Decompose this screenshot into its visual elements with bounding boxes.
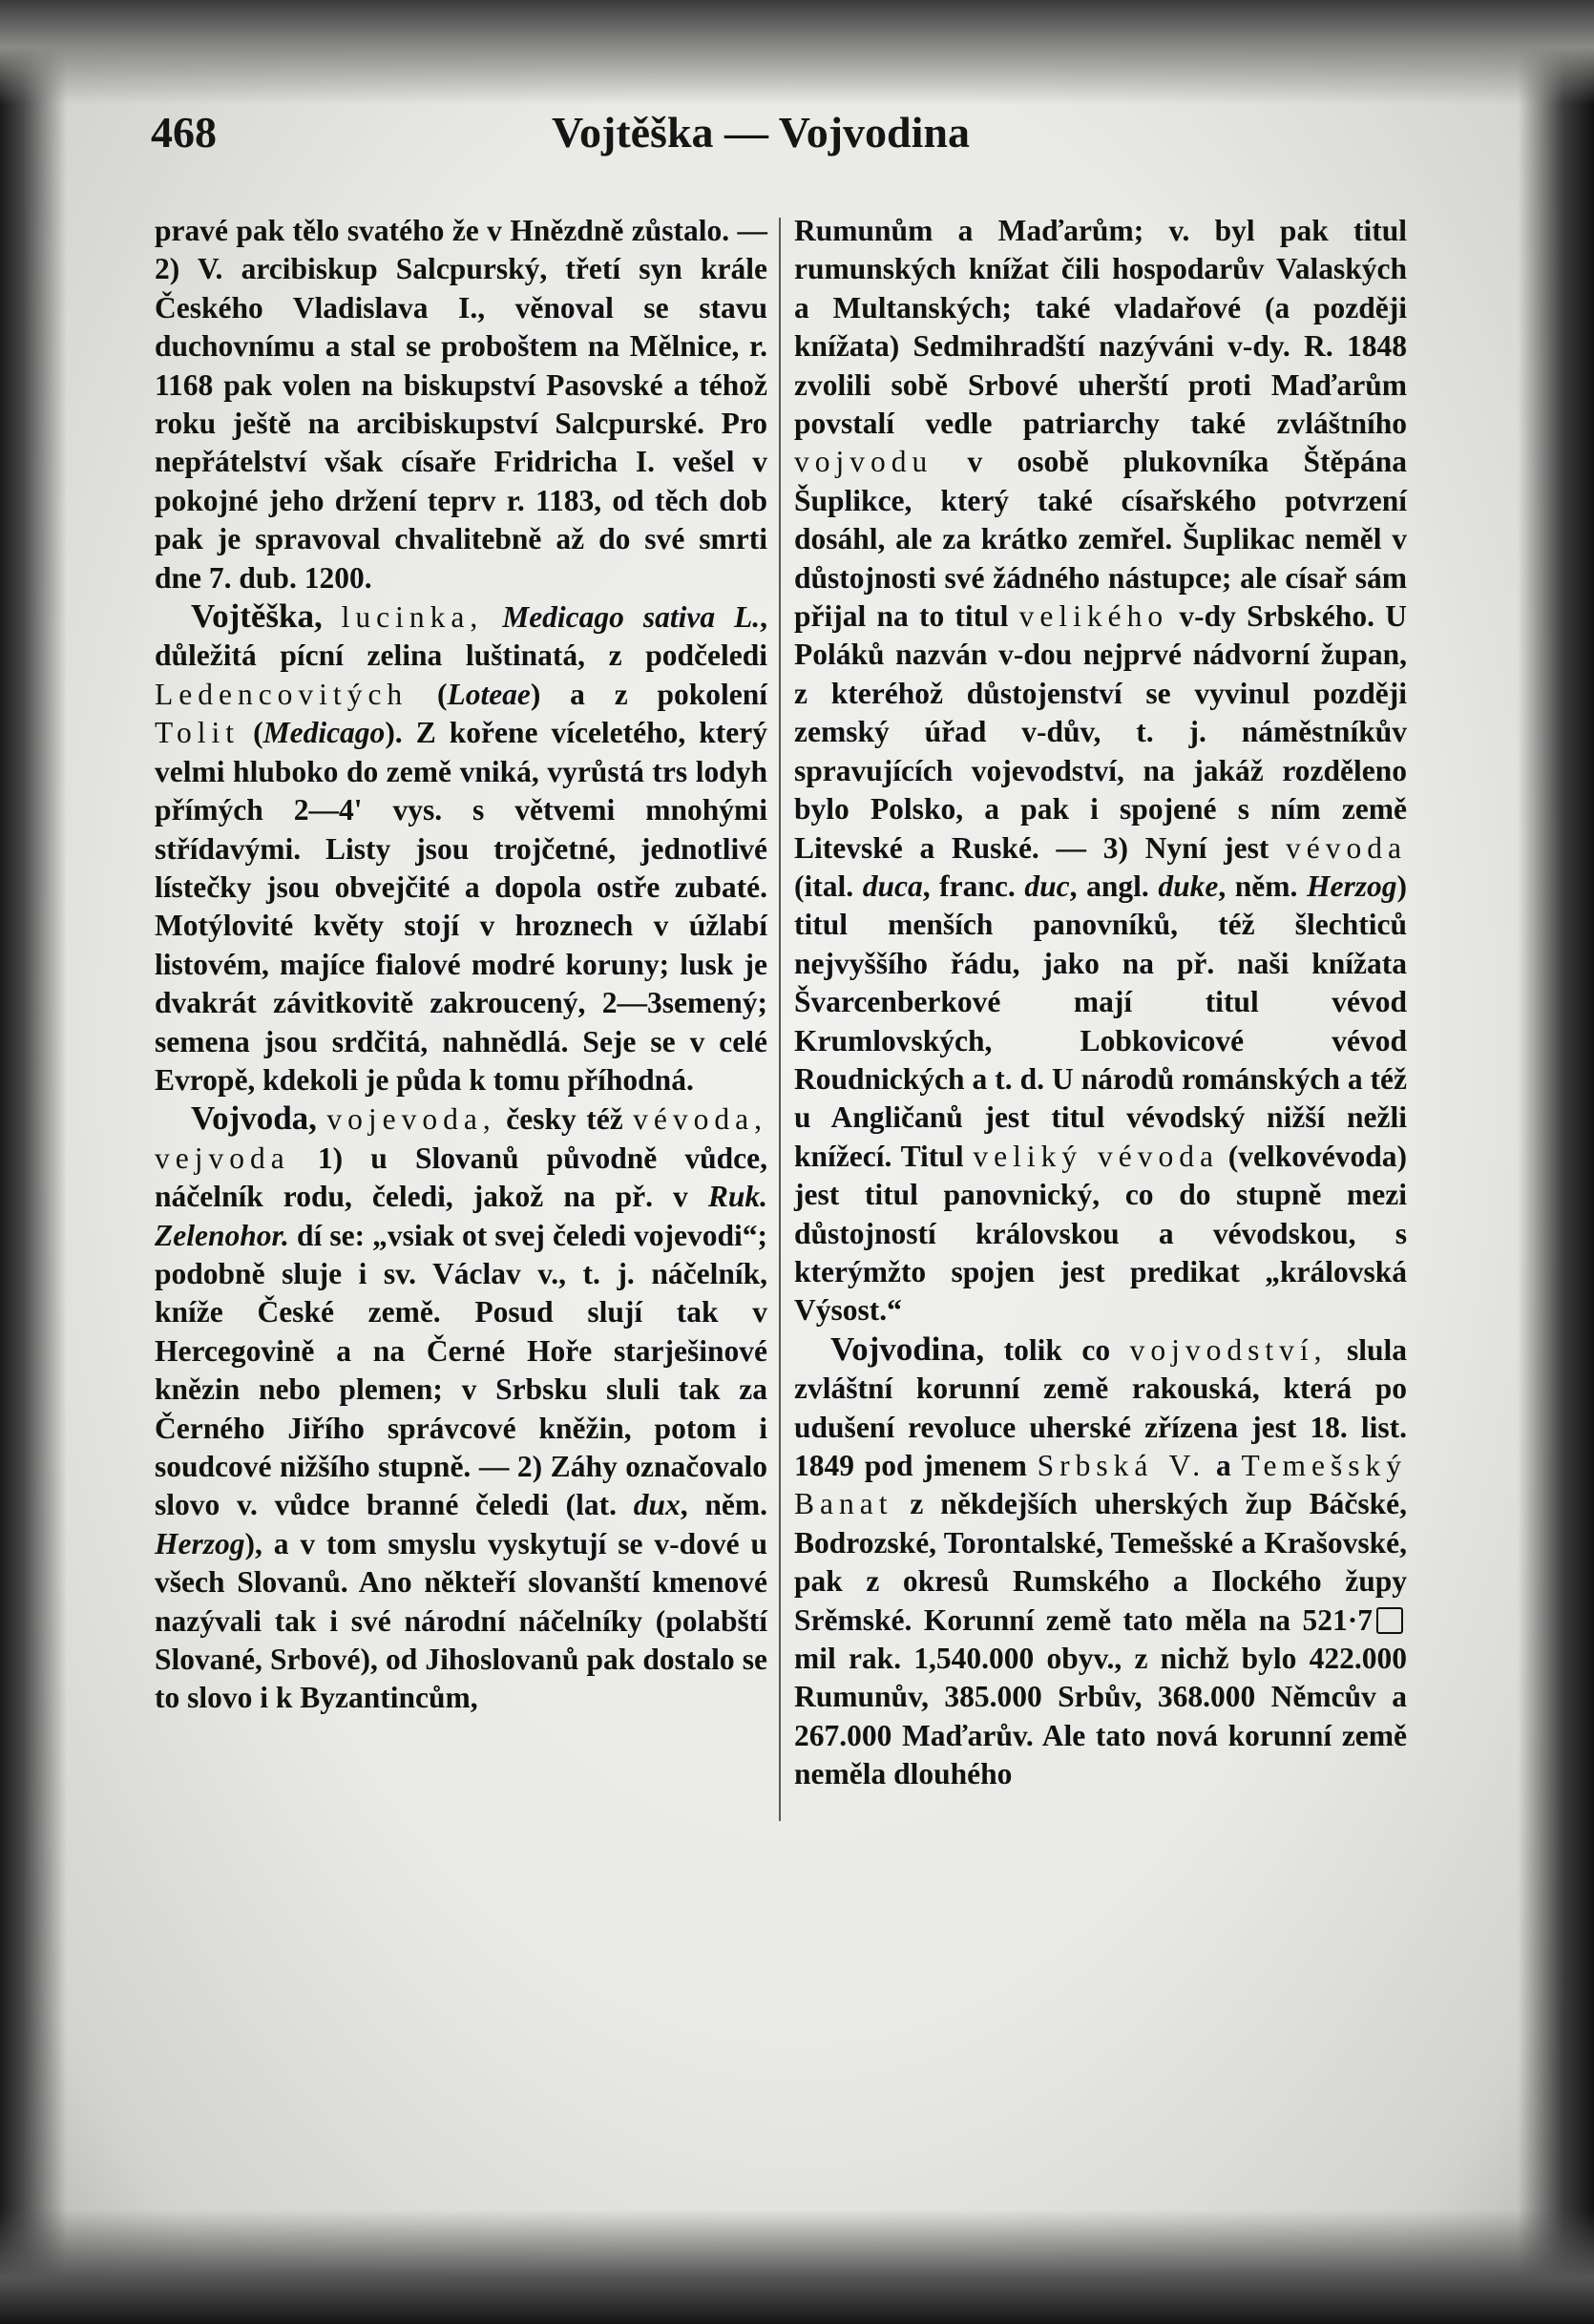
entry-vojteska: Vojtěška, lucinka, Medicago sativa L., důležitá pícní zelina luštinatá, z podčeledi Ledencovitých (Loteae) a z pokolení Tolit (Medicago). Z kořene víceletého, který velmi hluboko do země vniká, vyrůstá trs lodyh přímých 2—4' vys. s větvemi mnohými střídavými. Listy jsou trojčetné, jednotlivé lístečky jsou obvejčité a dopola ostře zubaté. Motýlovité květy stojí v hroznech v úžlabí listovém, majíce fialové modré koruny; lusk je dvakrát závitkovitě zakroucený, 2—3semený; semena jsou srdčitá, nahnědlá. Seje se v celé Evropě, kdekoli je půda k tomu příhodná.: [155, 597, 768, 1097]
right-column: [794, 212, 1407, 1794]
entry-vojvoda: Vojvoda, vojevoda, česky též vévoda, vejvoda 1) u Slovanů původně vůdce, náčelník rodu, čeledi, jakož na př. v Ruk. Zelenohor. dí se: „vsiak ot svej čeledi vojevodi“; podobně sluje i sv. Václav v., t. j. náčelník, kníže České země. Posud slují tak v Hercegovině a na Černé Hoře starješinové knězin nebo plemen; v Srbsku sluli tak za Černého Jiřího správcové kněžin, potom i soudcové nižšího stupně. — 2) Záhy označovalo slovo v. vůdce branné čeledi (lat. dux, něm. Herzog), a v tom smyslu vyskytují se v-dové u všech Slovanů. Ano někteří slovanští kmenové nazývali tak i své národní náčelníky (polabští Slované, Srbové), od Jihoslovanů pak dostalo se to slovo i k Byzantincům,: [155, 1099, 768, 1715]
headword-vojvodina: Vojvodina,: [830, 1329, 985, 1368]
entry-continuation: pravé pak tělo svatého že v Hnězdně zůstalo. — 2) V. arcibiskup Salcpurský, třetí syn krále Českého Vladislava I., věnoval se stavu duchovnímu a stal se proboštem na Mělnice, r. 1168 pak volen na biskupství Pasovské a téhož roku ještě na arcibiskupství Salcpurské. Pro nepřátelství však císaře Fridricha I. vešel v pokojné jeho držení teprv r. 1183, od těch dob pak je spravoval chvalitebně až do své smrti dne 7. dub. 1200.: [155, 214, 767, 595]
headword-vojteska: Vojtěška,: [191, 597, 323, 636]
entry-vojvoda-continued: Rumunům a Maďarům; v. byl pak titul rumunských knížat čili hospodarův Valaských a Multanských; také vladařové (a později knížata) Sedmihradští nazýváni v-dy. R. 1848 zvolili sobě Srbové uherští proti Maďarům povstalí vedle patriarchy také zvláštního vojvodu v osobě plukovníka Štěpána Šuplikce, který také císařského potvrzení dosáhl, ale za krátko zemřel. Šuplikac neměl v důstojnosti své žádného nástupce; ale císař sám přijal na to titul velikého v-dy Srbského. U Poláků nazván v-dou nejprvé nádvorní župan, z kteréhož důstojenství se vyvinul později zemský úřad v-dův, t. j. náměstníkův spravujících vojevodství, na jakáž rozděleno bylo Polsko, a pak i spojené s ním země Litevské a Ruské. — 3) Nyní jest vévoda (ital. duca, franc. duc, angl. duke, něm. Herzog) titul menších panovníků, též šlechticů nejvyššího řádu, jako na př. naši knížata Švarcenberkové mají titul vévod Krumlovských, Lobkovicové vévod Roudnických a t. d. U národů románských a též u Angličanů jest titul vévodský nižší nežli knížecí. Titul veliký vévoda (velkovévoda) jest titul panovnický, co do stupně mezi důstojností královskou a vévodskou, s kterýmžto spojen jest predikat „královská Výsost.“: [794, 214, 1408, 1328]
entry-vojvodina: Vojvodina, tolik co vojvodství, slula zvláštní korunní země rakouská, která po udušení revoluce uherské zřízena jest 18. list. 1849 pod jmenem Srbská V. a Temešský Banat z někdejších uherských žup Báčské, Bodrozské, Torontalské, Temešské a Krašovské, pak z okresů Rumského a Ilockého župy Srěmské. Korunní země tato měla na 521·7mil rak. 1,540.000 obyv., z nichž bylo 422.000 Rumunův, 385.000 Srbův, 368.000 Němcův a 267.000 Maďarův. Ale tato nová korunní země neměla dlouhého: [794, 1329, 1408, 1791]
square-mile-icon: [1376, 1607, 1403, 1634]
page-header: [151, 107, 1420, 164]
scan-shadow-top: [0, 0, 1594, 105]
scan-shadow-left: [0, 0, 67, 2324]
scan-shadow-right: [1518, 0, 1594, 2324]
headword-vojvoda: Vojvoda,: [191, 1099, 317, 1138]
left-column: [155, 212, 767, 1718]
running-head: Vojtěška — Vojvodina: [552, 108, 970, 157]
page-number: 468: [151, 108, 217, 157]
column-divider: [779, 218, 781, 1821]
scan-shadow-bottom: [0, 2209, 1594, 2324]
